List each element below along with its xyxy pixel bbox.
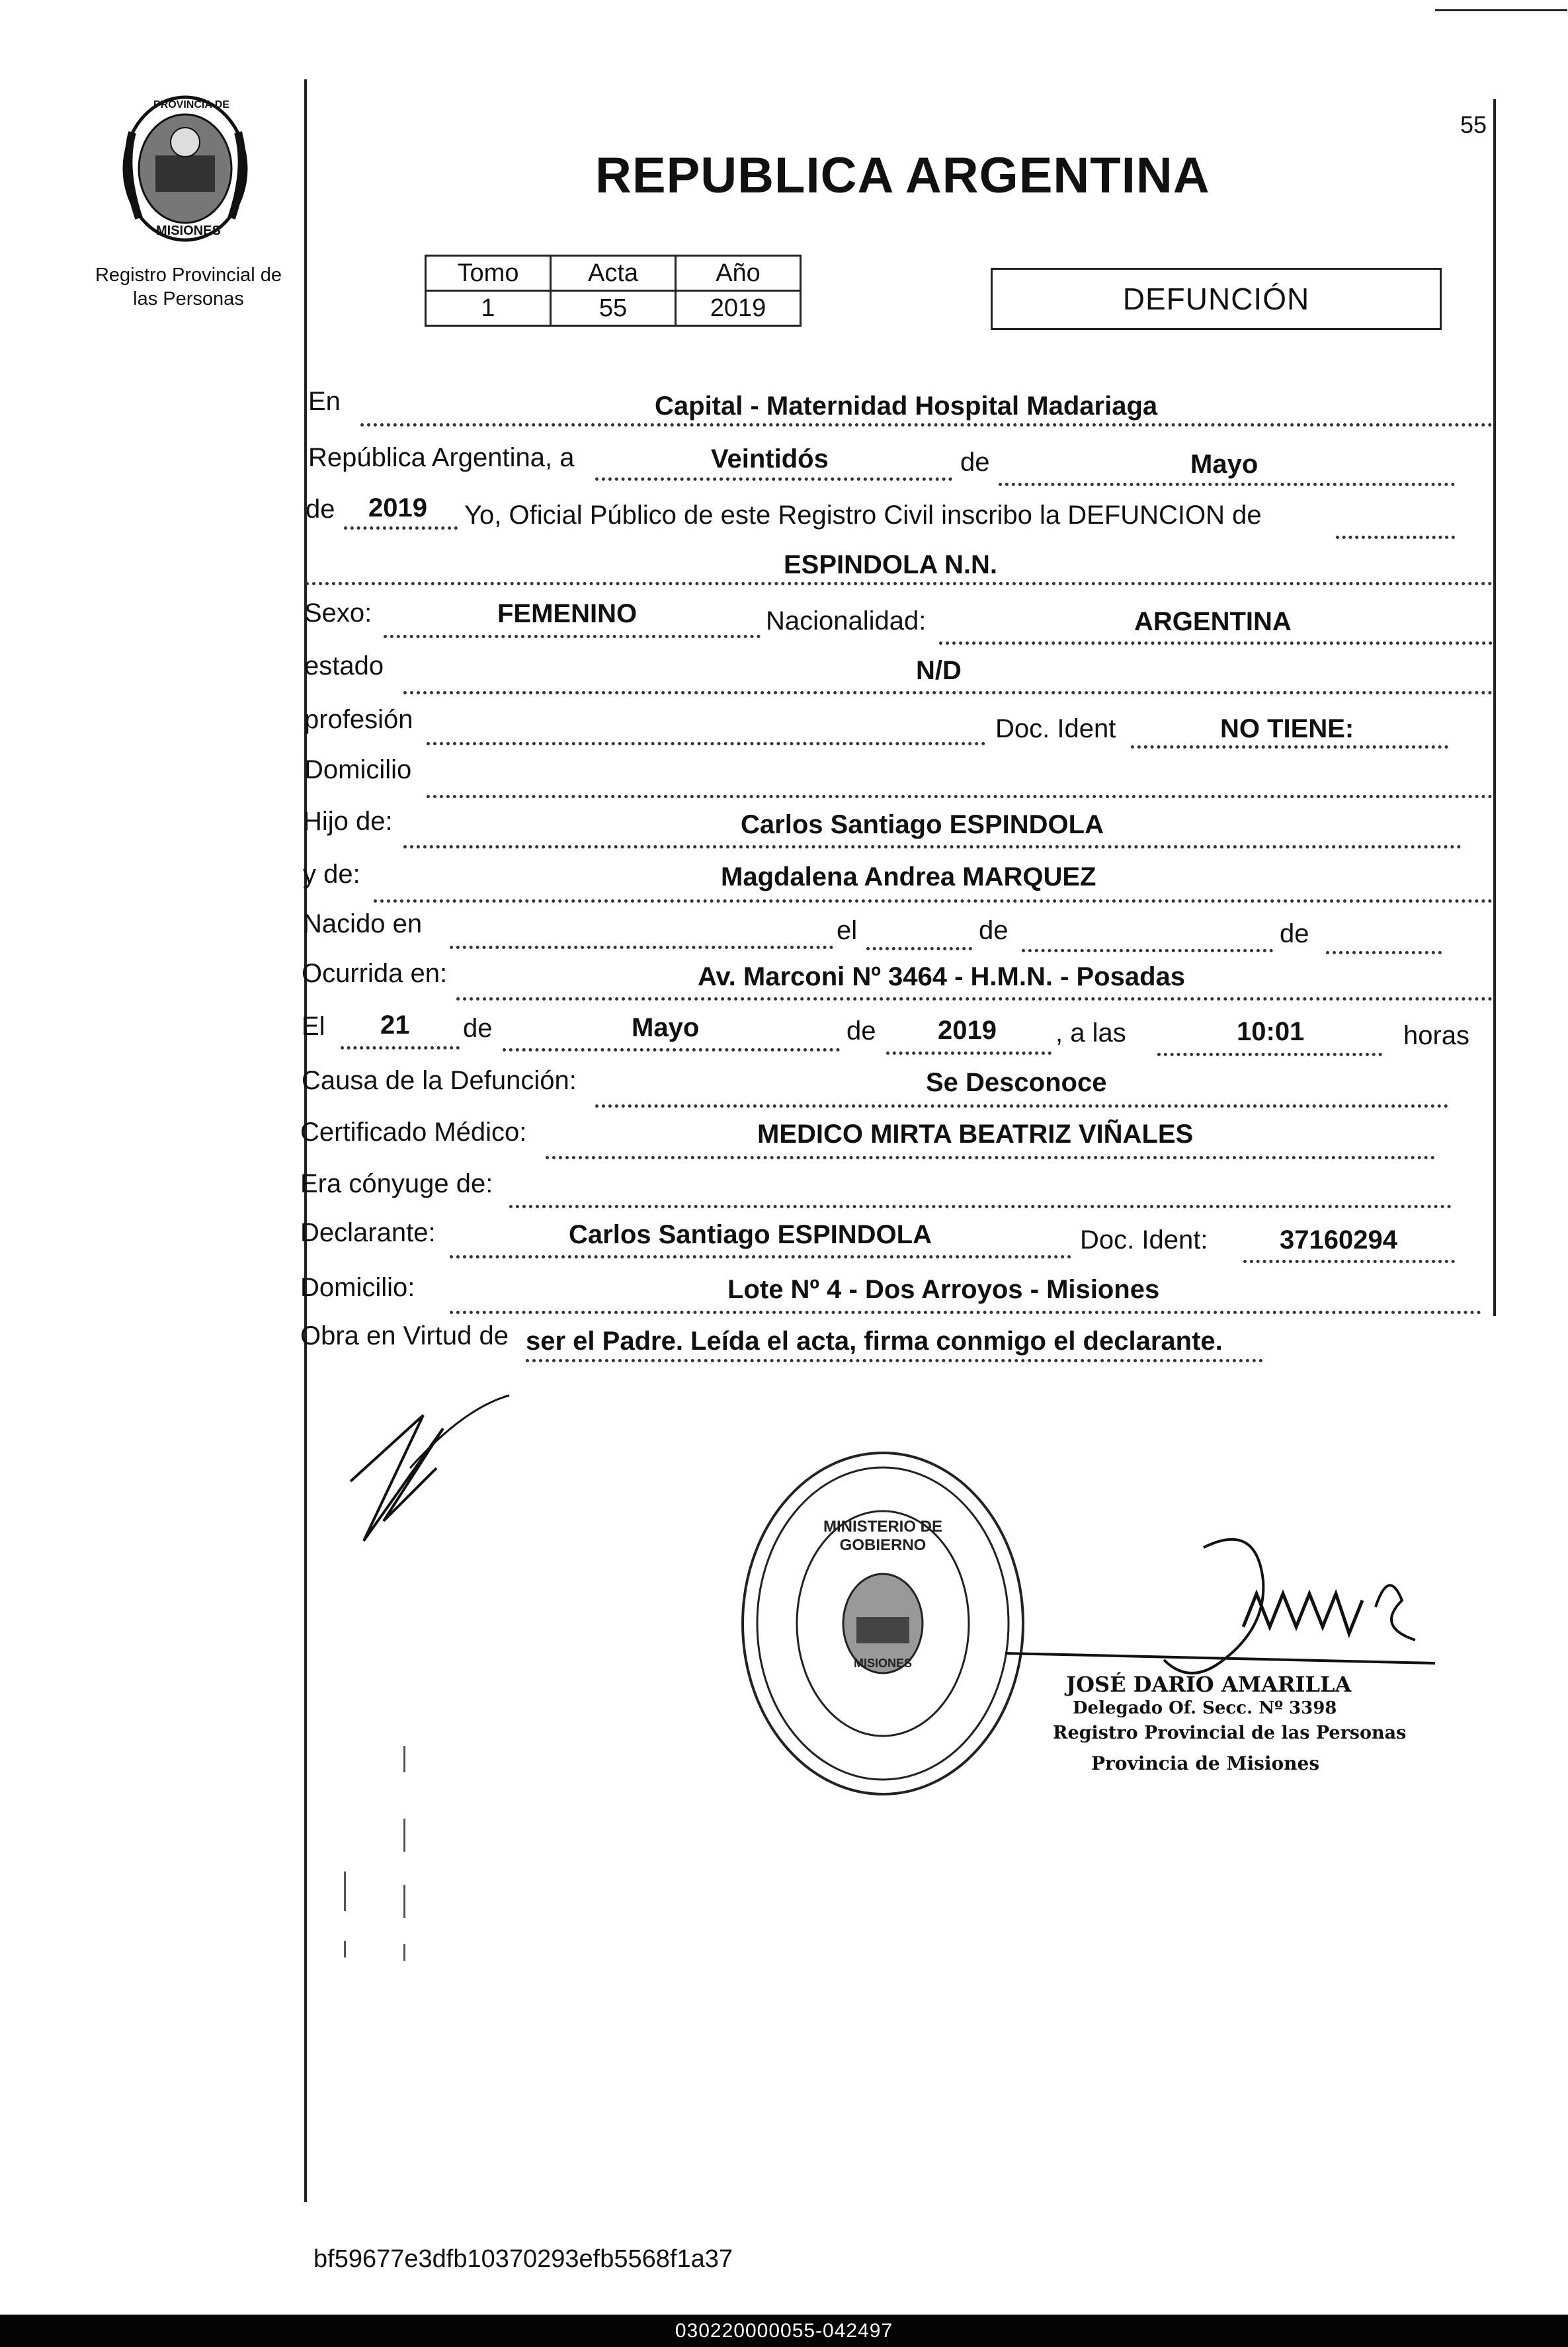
y-de-dotted-line <box>374 899 1493 903</box>
declarante-value: Carlos Santiago ESPINDOLA <box>569 1220 932 1249</box>
nacido-de-dotted-line-1 <box>1022 949 1273 952</box>
y-de-label: y de: <box>303 860 360 889</box>
registry-caption-line1: Registro Provincial de <box>95 265 282 286</box>
hijo-de-dotted-line <box>403 845 1462 848</box>
ocurrida-value: Av. Marconi Nº 3464 - H.M.N. - Posadas <box>698 962 1186 991</box>
day-dotted-line <box>595 477 952 481</box>
sexo-value: FEMENINO <box>497 599 638 628</box>
domicilio2-dotted-line <box>450 1311 1481 1314</box>
declarante-label: Declarante: <box>300 1218 436 1247</box>
nacionalidad-dotted-line <box>939 641 1493 645</box>
hijo-de-label: Hijo de: <box>303 807 393 836</box>
intro-text: Yo, Oficial Público de este Registro Civil inscribo la DEFUNCION de <box>464 501 1262 530</box>
top-rule <box>1435 9 1567 11</box>
deceased-dotted-line <box>306 582 1493 585</box>
ocurrida-dotted-line <box>456 997 1493 1001</box>
death-year-dotted-line <box>886 1051 1052 1055</box>
document-title: REPUBLICA ARGENTINA <box>595 147 1210 204</box>
de-label-1: de <box>960 448 990 477</box>
death-month-value: Mayo <box>632 1013 700 1042</box>
deceased-name-value: ESPINDOLA N.N. <box>784 550 997 579</box>
nacido-de-dotted-line-2 <box>1326 951 1442 954</box>
estado-value: N/D <box>916 656 962 685</box>
official-title: Delegado Of. Secc. Nº 3398 <box>1073 1698 1337 1718</box>
scan-mark <box>403 1885 405 1918</box>
causa-value: Se Desconoce <box>926 1068 1107 1097</box>
death-year-value: 2019 <box>938 1016 997 1045</box>
official-registry: Registro Provincial de las Personas <box>1053 1723 1407 1743</box>
en-value: Capital - Maternidad Hospital Madariaga <box>655 391 1158 421</box>
record-table <box>425 255 802 327</box>
decl-doc-label: Doc. Ident: <box>1080 1225 1208 1255</box>
anio-header: Año <box>676 256 801 291</box>
official-province: Provincia de Misiones <box>1091 1752 1320 1774</box>
obra-dotted-line <box>526 1359 1263 1362</box>
declarant-signature <box>337 1389 529 1554</box>
registry-caption <box>79 263 298 311</box>
conyuge-dotted-line <box>509 1205 1452 1208</box>
certificado-value: MEDICO MIRTA BEATRIZ VIÑALES <box>757 1120 1194 1149</box>
logo-text-top: PROVINCIA DE <box>153 99 229 110</box>
record-table-header-row <box>426 256 801 291</box>
estado-dotted-line <box>403 691 1493 694</box>
nacionalidad-label: Nacionalidad: <box>766 606 927 636</box>
domicilio-dotted-line <box>427 795 1493 798</box>
right-margin-rule <box>1493 99 1496 1316</box>
en-label: En <box>308 387 341 416</box>
official-stamp <box>737 1448 1028 1799</box>
month-dotted-line <box>999 483 1455 486</box>
domicilio-label: Domicilio <box>304 755 412 784</box>
death-month-dotted-line <box>503 1048 840 1051</box>
nacido-el-dotted-line <box>866 947 972 950</box>
doc-ident-dotted-line <box>1131 745 1448 749</box>
doc-ident-value: NO TIENE: <box>1220 714 1354 743</box>
scan-mark <box>344 1941 346 1957</box>
nacionalidad-value: ARGENTINA <box>1134 607 1292 636</box>
domicilio2-value: Lote Nº 4 - Dos Arroyos - Misiones <box>727 1275 1160 1304</box>
causa-label: Causa de la Defunción: <box>302 1066 577 1095</box>
scan-mark <box>344 1872 346 1911</box>
death-day-dotted-line <box>341 1046 460 1050</box>
nacido-el-label: el <box>837 916 858 945</box>
intro-dotted-line <box>1336 536 1455 539</box>
nacido-de-label-1: de <box>979 916 1009 945</box>
stamp-inner-text: MINISTERIO DE GOBIERNO <box>823 1518 942 1554</box>
record-table-value-row <box>426 291 801 326</box>
barcode-strip: 030220000055-042497 <box>0 2315 1568 2347</box>
acta-header: Acta <box>551 256 676 291</box>
obra-label: Obra en Virtud de <box>300 1321 509 1350</box>
acta-value: 55 <box>551 291 676 326</box>
official-name: JOSÉ DARIO AMARILLA <box>1066 1672 1352 1697</box>
decl-doc-value: 37160294 <box>1280 1225 1397 1255</box>
a-las-label: , a las <box>1055 1018 1126 1048</box>
year-dotted-line <box>344 526 458 530</box>
tomo-value: 1 <box>426 291 551 326</box>
de-label-2: de <box>306 495 335 524</box>
death-day-value: 21 <box>380 1010 410 1040</box>
ocurrida-label: Ocurrida en: <box>302 959 448 988</box>
certificado-dotted-line <box>546 1156 1435 1159</box>
year-value: 2019 <box>368 493 427 522</box>
page-number: 55 <box>1460 111 1487 138</box>
causa-dotted-line <box>595 1104 1448 1108</box>
registry-caption-line2: las Personas <box>133 288 244 309</box>
tomo-header: Tomo <box>426 256 551 291</box>
horas-label: horas <box>1403 1021 1470 1050</box>
day-words-value: Veintidós <box>711 444 829 474</box>
estado-label: estado <box>304 651 384 680</box>
doc-ident-label: Doc. Ident <box>995 714 1116 743</box>
record-type-box: DEFUNCIÓN <box>991 268 1442 330</box>
profesion-dotted-line <box>427 742 985 745</box>
hijo-de-value: Carlos Santiago ESPINDOLA <box>741 810 1104 839</box>
nacido-en-label: Nacido en <box>303 909 423 938</box>
death-time-dotted-line <box>1157 1053 1382 1056</box>
domicilio2-label: Domicilio: <box>300 1273 415 1302</box>
document-hash: bf59677e3dfb10370293efb5568f1a37 <box>313 2245 733 2273</box>
province-seal-logo <box>119 93 251 245</box>
obra-value: ser el Padre. Leída el acta, firma conmigo el declarante. <box>526 1327 1223 1356</box>
profesion-label: profesión <box>304 705 413 734</box>
el-label-2: El <box>302 1012 325 1041</box>
anio-value: 2019 <box>676 291 801 326</box>
death-time-value: 10:01 <box>1237 1017 1305 1046</box>
sexo-dotted-line <box>384 635 761 638</box>
certificado-label: Certificado Médico: <box>300 1118 527 1147</box>
declarante-dotted-line <box>450 1255 1071 1258</box>
nacido-en-dotted-line <box>450 946 833 949</box>
scan-mark <box>403 1819 405 1852</box>
scan-mark <box>403 1944 405 1961</box>
y-de-value: Magdalena Andrea MARQUEZ <box>721 862 1096 891</box>
scan-mark <box>403 1746 405 1772</box>
logo-text-bottom: MISIONES <box>156 224 221 238</box>
en-dotted-line <box>360 423 1493 427</box>
month-value: Mayo <box>1190 450 1259 479</box>
sexo-label: Sexo: <box>304 598 372 628</box>
republica-label: República Argentina, a <box>308 443 575 472</box>
nacido-de-label-2: de <box>1280 919 1309 948</box>
stamp-center-text: MISIONES <box>853 1657 912 1670</box>
death-de-label-1: de <box>463 1014 493 1043</box>
death-de-label-2: de <box>846 1016 876 1046</box>
decl-doc-dotted-line <box>1243 1260 1455 1263</box>
conyuge-label: Era cónyuge de: <box>300 1169 493 1198</box>
